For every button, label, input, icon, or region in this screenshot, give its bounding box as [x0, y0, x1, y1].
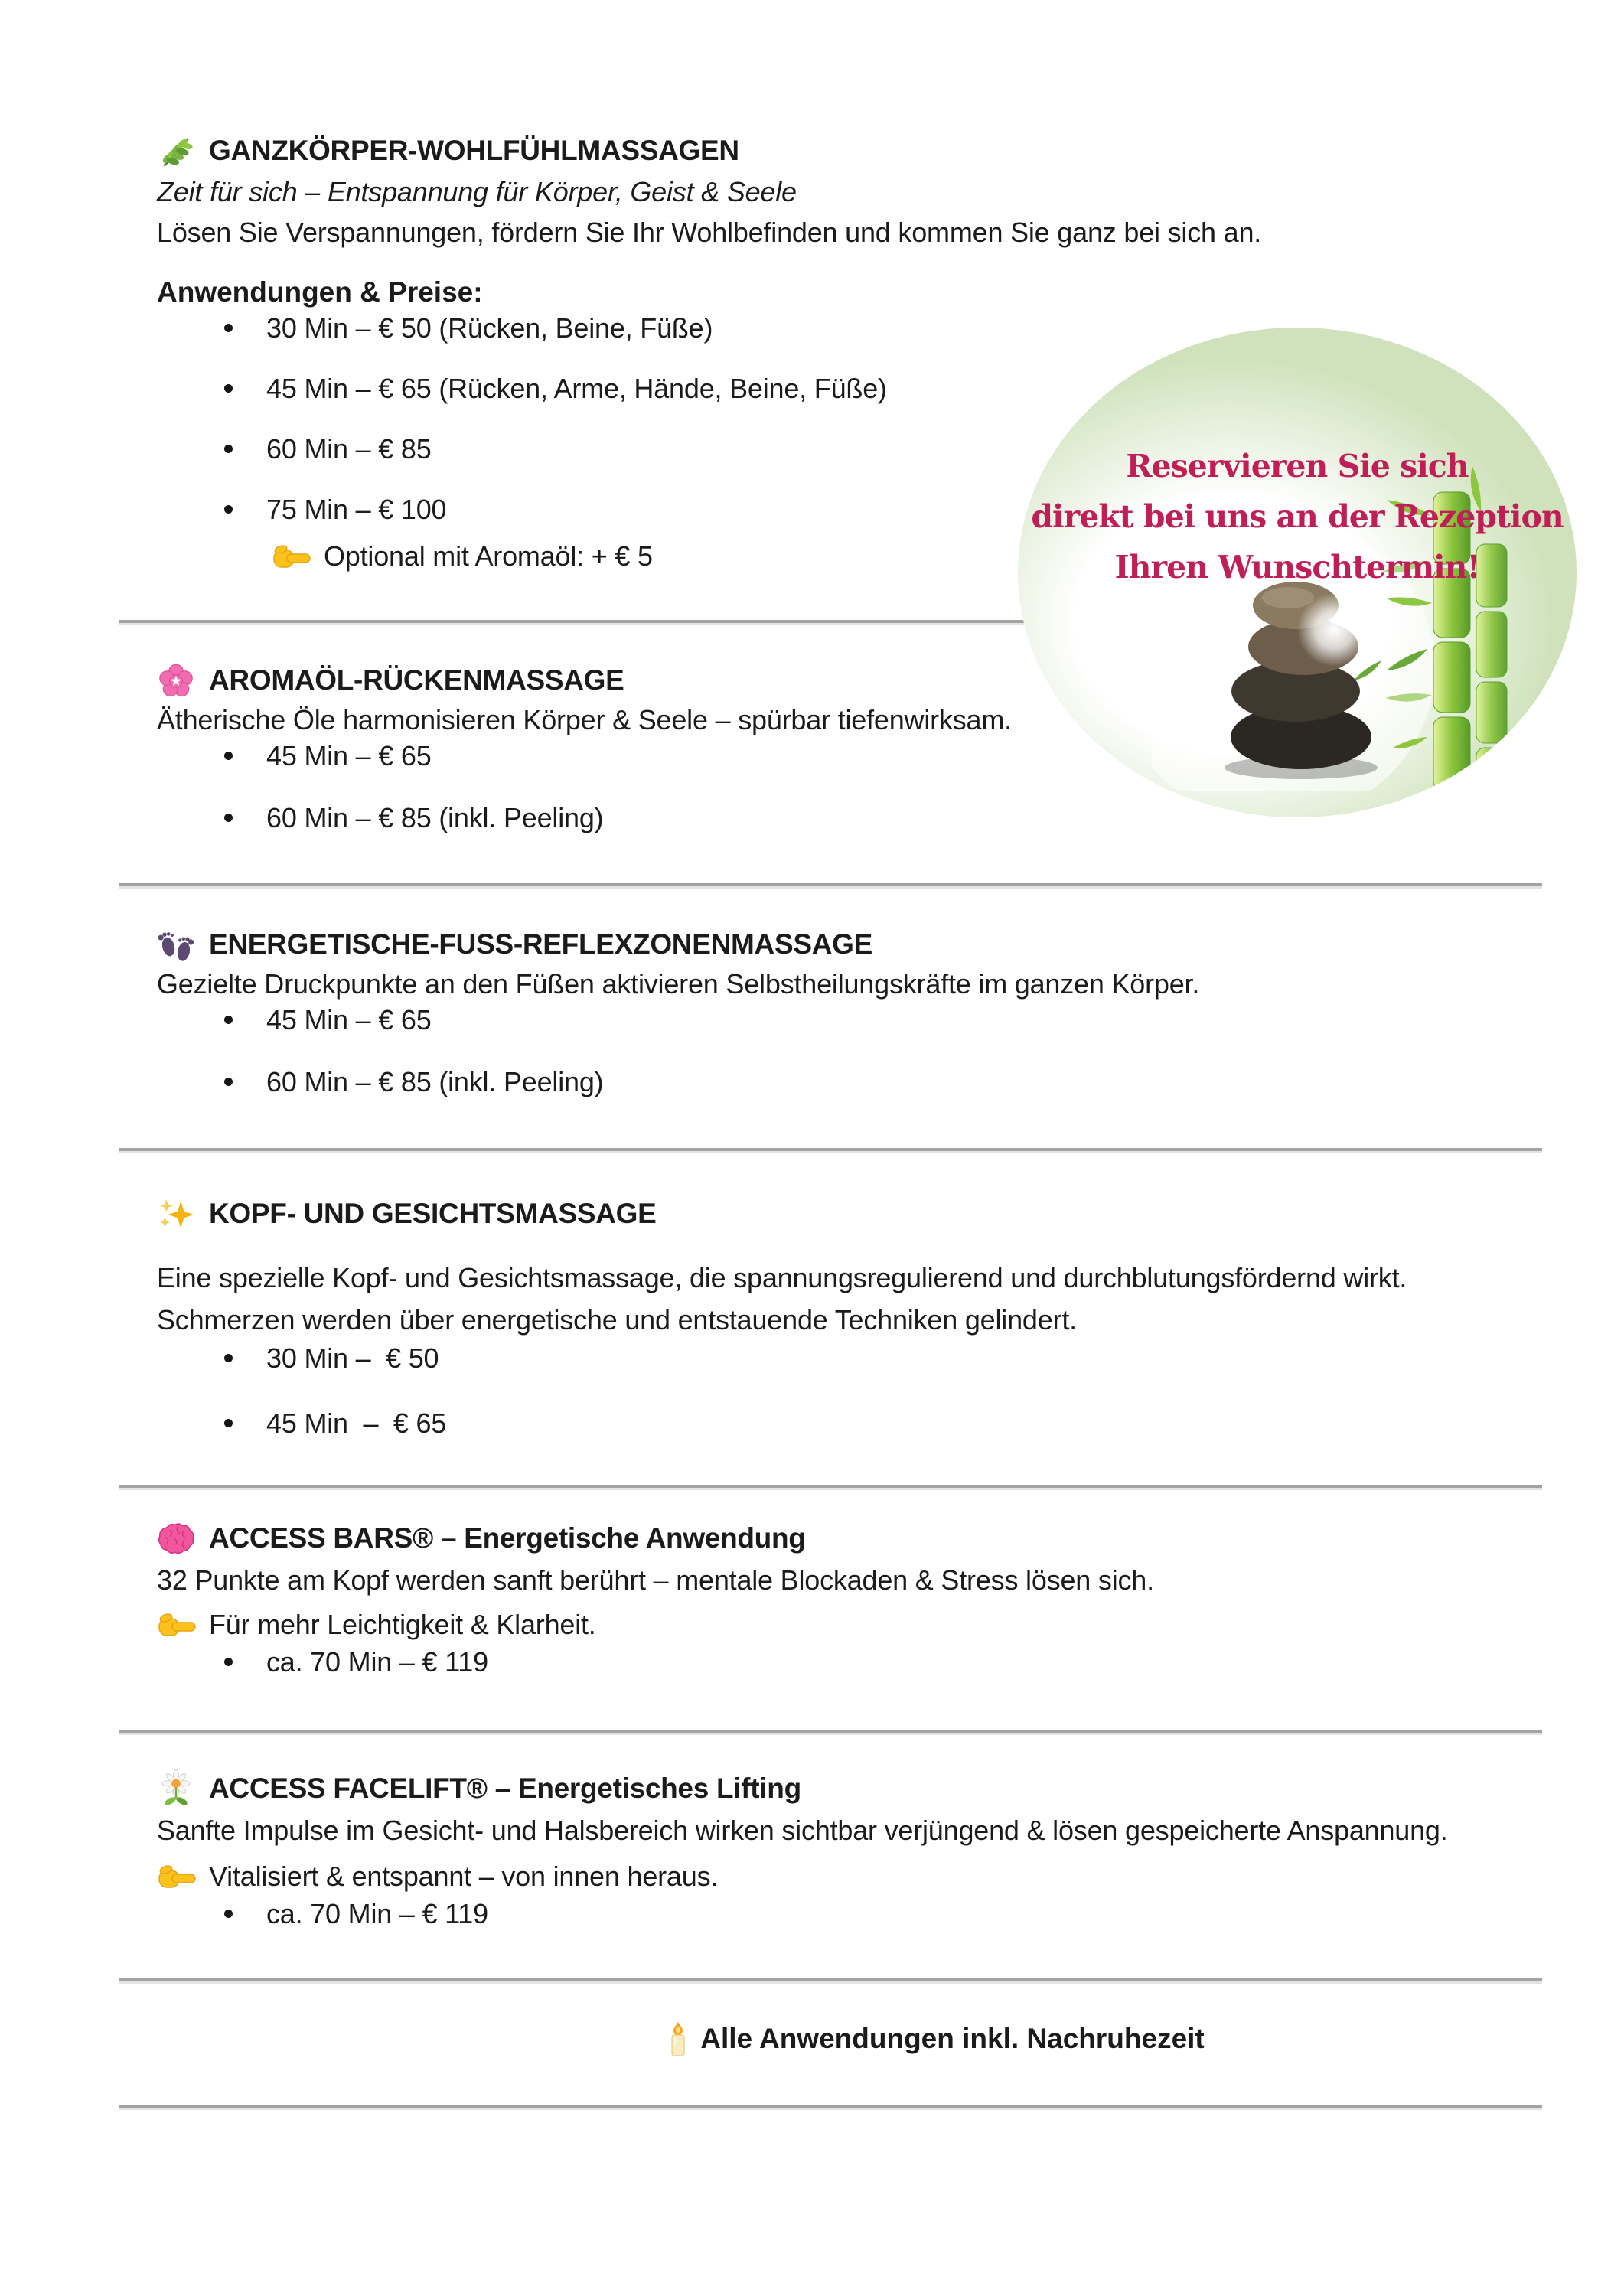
section-description-2: Schmerzen werden über energetische und entstauende Techniken gelindert.: [157, 1304, 1077, 1336]
reservation-text: [1018, 441, 1577, 592]
pointing-right-icon: [157, 1861, 197, 1892]
section-description: Lösen Sie Verspannungen, fördern Sie Ihr Wohlbefinden und kommen Sie ganz bei sich an.: [157, 217, 1262, 248]
price-text: ca. 70 Min – € 119: [266, 1898, 488, 1929]
footer-text: Alle Anwendungen inkl. Nachruhezeit: [700, 2023, 1205, 2054]
pointing-right-icon: [157, 1609, 197, 1640]
bullet-dot: [224, 1078, 233, 1086]
section-fuss-reflexzonenmassage: [157, 925, 1563, 1100]
price-item: [224, 1406, 1563, 1441]
bullet-dot: [224, 814, 233, 822]
bullet-dot: [224, 384, 233, 393]
price-list: [157, 1003, 1563, 1100]
price-item: [224, 1896, 1563, 1932]
section-title: AROMAÖL-RÜCKENMASSAGE: [209, 664, 624, 696]
section-title: ENERGETISCHE-FUSS-REFLEXZONENMASSAGE: [209, 928, 872, 960]
section-description: Sanfte Impulse im Gesicht- und Halsbereich wirken sichtbar verjüngend & lösen gespeicherte Anspannung.: [157, 1815, 1448, 1846]
reservation-badge: [1018, 328, 1577, 817]
bullet-dot: [224, 1910, 233, 1918]
section-title: KOPF- UND GESICHTSMASSAGE: [209, 1198, 657, 1229]
bullet-dot: [224, 324, 233, 332]
price-text: 45 Min – € 65 (Rücken, Arme, Hände, Beine, Füße): [266, 373, 887, 404]
herb-icon: [157, 132, 195, 170]
price-item: [224, 1341, 1563, 1376]
benefit-note: [157, 1857, 1563, 1896]
section-divider: [119, 1148, 1542, 1153]
price-list: [157, 1896, 1563, 1932]
price-item: [224, 1645, 1563, 1680]
daisy-icon: [157, 1769, 195, 1808]
section-access-bars: [157, 1518, 1563, 1680]
section-title: ACCESS FACELIFT® – Energetisches Lifting: [209, 1773, 801, 1804]
section-description: 32 Punkte am Kopf werden sanft berührt – mentale Blockaden & Stress lösen sich.: [157, 1564, 1154, 1596]
section-title: ACCESS BARS® – Energetische Anwendung: [209, 1522, 806, 1554]
price-text: ca. 70 Min – € 119: [266, 1646, 488, 1678]
bullet-dot: [224, 1354, 233, 1362]
footprints-icon: [157, 925, 195, 964]
brain-icon: [157, 1519, 195, 1557]
price-item: [224, 1065, 1563, 1100]
section-divider: [119, 1485, 1542, 1490]
section-description: Gezielte Druckpunkte an den Füßen aktivieren Selbstheilungskräfte im ganzen Körper.: [157, 968, 1200, 1000]
price-item: [224, 1003, 1563, 1038]
footer-note: [233, 2019, 1624, 2059]
bullet-dot: [224, 1016, 233, 1024]
bullet-dot: [224, 505, 233, 514]
note-text: Vitalisiert & entspannt – von innen heraus.: [209, 1861, 719, 1892]
price-text: 45 Min – € 65: [266, 1407, 447, 1439]
section-kopf-gesichtsmassage: [157, 1194, 1563, 1441]
section-access-facelift: [157, 1769, 1563, 1932]
reservation-line: direkt bei uns an der Rezeption: [1031, 498, 1564, 535]
bullet-dot: [224, 445, 233, 453]
bullet-dot: [224, 1658, 233, 1666]
section-divider: [119, 1730, 1542, 1735]
section-divider: [119, 883, 1542, 889]
section-title: GANZKÖRPER-WOHLFÜHLMASSAGEN: [209, 135, 739, 166]
prices-label: Anwendungen & Preise:: [157, 276, 483, 308]
sparkles-icon: [157, 1195, 195, 1233]
price-text: 30 Min – € 50 (Rücken, Beine, Füße): [266, 312, 713, 344]
price-text: 45 Min – € 65: [266, 740, 432, 771]
price-text: 60 Min – € 85: [266, 433, 432, 465]
page-bottom-divider: [119, 2105, 1542, 2110]
price-text: 30 Min – € 50: [266, 1342, 439, 1374]
price-text: 45 Min – € 65: [266, 1004, 432, 1035]
price-text: 60 Min – € 85 (inkl. Peeling): [266, 1066, 604, 1097]
cherry-blossom-icon: [157, 661, 195, 700]
pointing-right-icon: [272, 541, 311, 572]
candle-icon: [668, 2021, 688, 2056]
benefit-note: [157, 1605, 1563, 1645]
reservation-line: Ihren Wunschtermin!: [1114, 549, 1480, 585]
section-subtitle: Zeit für sich – Entspannung für Körper, Geist & Seele: [157, 176, 797, 207]
price-text: 60 Min – € 85 (inkl. Peeling): [266, 802, 604, 833]
price-list: [157, 1341, 1563, 1441]
bullet-dot: [224, 752, 233, 760]
price-text: 75 Min – € 100: [266, 494, 447, 525]
note-text: Optional mit Aromaöl: + € 5: [324, 540, 653, 572]
price-list: [157, 1645, 1563, 1680]
section-divider: [119, 1978, 1542, 1984]
bullet-dot: [224, 1419, 233, 1427]
section-description: Eine spezielle Kopf- und Gesichtsmassage, die spannungsregulierend und durchblutungsfördernd wirkt.: [157, 1262, 1407, 1293]
note-text: Für mehr Leichtigkeit & Klarheit.: [209, 1609, 596, 1640]
section-description: Ätherische Öle harmonisieren Körper & Seele – spürbar tiefenwirksam.: [157, 704, 1012, 735]
reservation-line: Reservieren Sie sich: [1126, 448, 1469, 484]
